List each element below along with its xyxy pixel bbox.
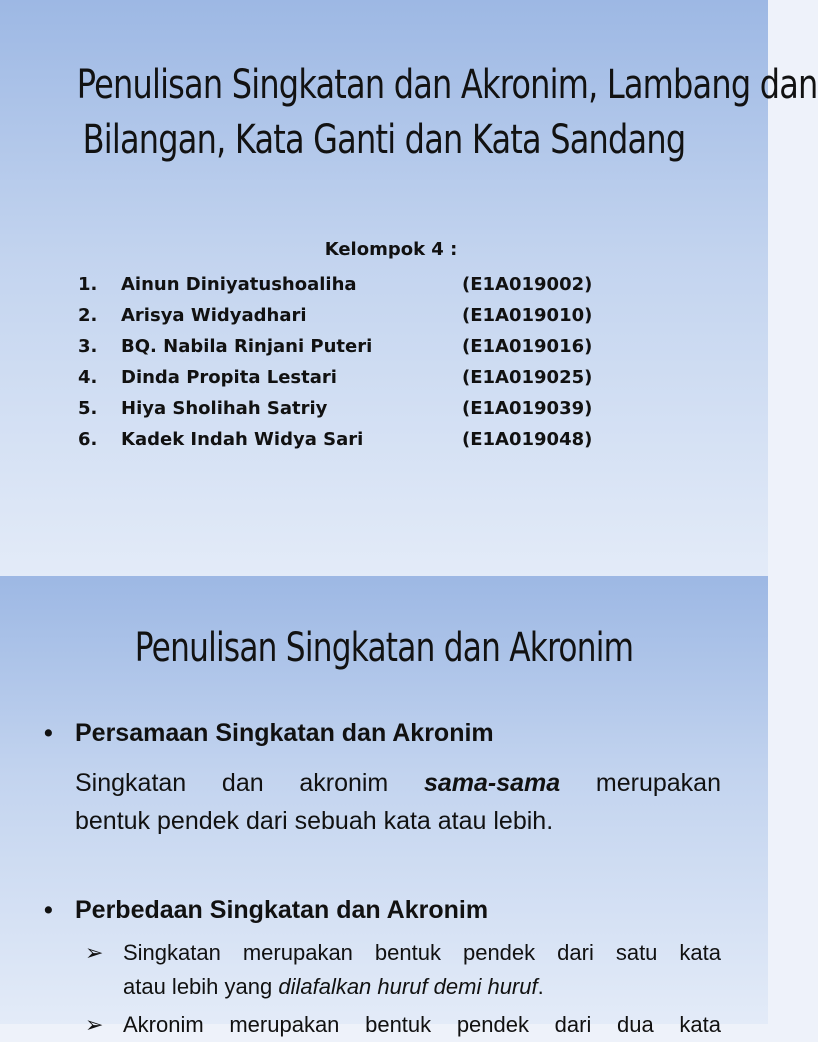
similarities-paragraph [75,764,721,840]
sub-point-singkatan [85,936,721,1004]
member-item [78,395,638,426]
member-number: 3. [78,336,98,357]
heading-differences [44,896,488,925]
member-item [78,426,638,457]
sub-point-line-2b: . [537,974,544,999]
member-item [78,302,638,333]
member-item [78,271,638,302]
heading-similarities-text: Persamaan Singkatan dan Akronim [75,719,494,747]
member-name: BQ. Nabila Rinjani Puteri [121,336,373,357]
member-number: 6. [78,429,98,450]
member-nim: (E1A019002) [462,274,593,295]
sub-point-line-2a: atau lebih yang [123,974,279,999]
bullet-icon: • [44,896,53,924]
emphasis-text: sama-sama [423,769,561,797]
member-nim: (E1A019039) [462,398,593,419]
member-item [78,364,638,395]
member-number: 4. [78,367,98,388]
paragraph-line-1 [75,764,721,802]
member-nim: (E1A019016) [462,336,593,357]
arrow-bullet-icon: ➢ [85,940,104,965]
sub-point-text [123,1008,721,1042]
member-number: 5. [78,398,98,419]
member-nim: (E1A019010) [462,305,593,326]
member-name: Hiya Sholihah Satriy [121,398,328,419]
slide-1-title [76,58,818,168]
member-number: 2. [78,305,98,326]
member-name: Arisya Widyadhari [121,305,307,326]
group-label: Kelompok 4 : [324,239,458,260]
member-name: Dinda Propita Lestari [121,367,337,388]
paragraph-line-2: bentuk pendek dari sebuah kata atau lebih. [75,807,554,835]
member-number: 1. [78,274,98,295]
member-name: Ainun Diniyatushoaliha [121,274,357,295]
slide-2 [0,576,768,1037]
member-item [78,333,638,364]
sub-point-text [123,936,721,1004]
slide-2-title: Penulisan Singkatan dan Akronim [134,625,634,671]
title-line-2: Bilangan, Kata Ganti dan Kata Sandang [82,117,686,163]
sub-point-akronim [85,1008,721,1042]
heading-differences-text: Perbedaan Singkatan dan Akronim [75,896,489,924]
member-nim: (E1A019048) [462,429,593,450]
paragraph-text-a: Singkatan dan akronim [75,769,424,797]
heading-similarities [44,719,494,748]
bullet-icon: • [44,719,53,747]
sub-point-line-1: Singkatan merupakan bentuk pendek dari satu kata [123,940,721,965]
title-line-1: Penulisan Singkatan dan Akronim, Lambang dan [76,62,818,108]
member-name: Kadek Indah Widya Sari [121,429,364,450]
member-list [78,271,638,457]
paragraph-text-b: merupakan [560,769,721,797]
sub-point-emphasis: dilafalkan huruf demi huruf [278,974,538,999]
sub-point-line-1: Akronim merupakan bentuk pendek dari dua kata [123,1012,721,1037]
arrow-bullet-icon: ➢ [85,1012,104,1037]
member-nim: (E1A019025) [462,367,593,388]
